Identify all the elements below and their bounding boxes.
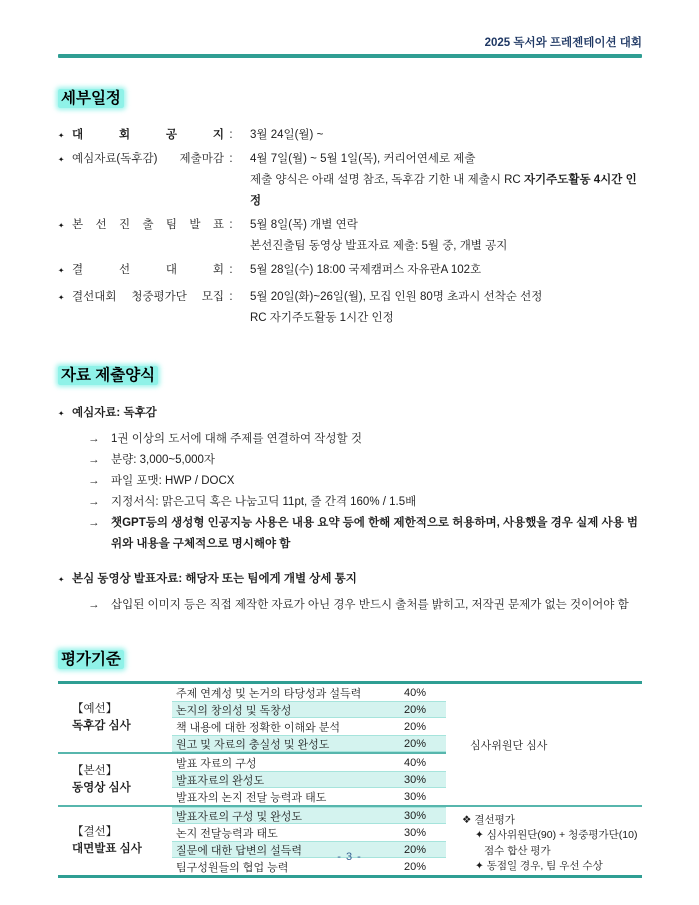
header-divider-rule [58,54,642,58]
arrow-right-icon: → [88,454,100,466]
table-row: 논지 전달능력과 태도 30% [176,826,427,840]
diamond-bullet-icon: ✦ [58,221,65,230]
final-note-title: ❖ 결선평가 [462,814,515,826]
top-header [58,0,642,58]
arrow-right-icon: → [88,599,100,611]
table-row: 팀구성원들의 협업 능력 20% [176,860,427,874]
group-type: 동영상 심사 [72,781,131,794]
diamond-bullet-icon: ✦ [58,131,65,140]
diamond-bullet-icon: ✦ [58,409,65,418]
rule-item: → 분량: 3,000~5,000자 [58,450,642,471]
group-stage: 【본선】 [72,764,118,777]
evaluation-table-notes [446,684,642,875]
table-row: 발표자료의 구성 및 완성도 30% [172,807,446,824]
rule-item: → 삽입된 이미지 등은 직접 제작한 자료가 아닌 경우 반드시 출처를 밝히고, 저작권 문제가 없는 것이어야 함 [58,595,642,616]
arrow-right-icon: → [88,496,100,508]
evaluation-table-left [58,684,446,875]
rule-item: → 지정서식: 맑은고딕 혹은 나눔고딕 11pt, 줄 간격 160% / 1.5배 [58,492,642,513]
document-header-title: 2025 독서와 프레젠테이션 대회 [484,37,642,49]
section-heading-schedule: 세부일정 [58,89,642,109]
schedule-value: 4월 7일(월) ~ 5월 1일(목), 커리어연세로 제출 제출 양식은 아래 설명 참조, 독후감 기한 내 제출시 RC 자기주도활동 4시간 인정 [250,153,637,207]
schedule-item: ✦ 대 회 공 지 : 3월 24일(월) ~ [58,125,642,146]
schedule-label: 결 선 대 회 [72,264,224,276]
rule-item: → 파일 포맷: HWP / DOCX [58,471,642,492]
diamond-bullet-icon: ✦ [58,155,65,164]
arrow-right-icon: → [88,433,100,445]
table-row: 발표자료의 완성도 30% [172,771,446,788]
table-group-semifinal [58,754,446,807]
schedule-item: ✦ 결 선 대 회 : 5월 28일(수) 18:00 국제캠퍼스 자유관A 102호 [58,260,642,281]
diamond-bullet-icon: ✦ [58,266,65,275]
table-row: 발표 자료의 구성 40% [176,756,427,770]
final-evaluation-note: ❖ 결선평가 ✦ 심사위원단(90) + 청중평가단(10) 점수 합산 평가 ✦ 동점일 경우, 팀 우선 수상 [446,807,642,875]
schedule-value: 5월 8일(목) 개별 연락 본선진출팀 동영상 발표자료 제출: 5월 중, 개별 공지 [250,219,508,252]
evaluation-table [58,681,642,878]
schedule-list [58,125,642,329]
submission-rules-list [58,595,642,616]
schedule-item: ✦ 본 선 진 출 팀 발 표 : 5월 8일(목) 개별 연락 본선진출팀 동영상 발표자료 제출: 5월 중, 개별 공지 [58,215,642,257]
schedule-item: ✦ 결선대회 청중평가단 모집 : 5월 20일(화)~26일(월), 모집 인원 80명 초과시 선착순 선정 RC 자기주도활동 1시간 인정 [58,287,642,329]
page-number: - 3 - [337,851,362,863]
group-type: 대면발표 심사 [72,843,142,855]
schedule-label: 본 선 진 출 팀 발 표 [72,219,224,231]
table-group-preliminary [58,684,446,754]
arrow-right-icon: → [88,475,100,487]
arrow-right-icon: → [88,517,100,529]
table-row: 질문에 대한 답변의 설득력 20% [172,841,446,858]
rule-item: → 챗GPT등의 생성형 인공지능 사용은 내용 요약 등에 한해 제한적으로 허용하며, 사용했을 경우 실제 사용 범위와 내용을 구체적으로 명시해야 함 [58,513,642,555]
section-heading-evaluation: 평가기준 [58,650,642,670]
table-row: 발표자의 논지 전달 능력과 태도 30% [176,790,427,804]
submission-section [58,366,642,616]
submission-rules-list [58,429,642,555]
rule-item: → 1권 이상의 도서에 대해 주제를 연결하여 작성할 것 [58,429,642,450]
diamond-bullet-icon: ✦ [58,293,65,302]
submission-group-title: ✦ 예심자료: 독후감 [58,403,642,424]
table-row: 논지의 창의성 및 독창성 20% [172,701,446,718]
group-stage: 【결선】 [72,826,118,838]
schedule-value: 5월 20일(화)~26일(월), 모집 인원 80명 초과시 선착순 선정 RC 자기주도활동 1시간 인정 [250,291,543,324]
judge-note: 심사위원단 심사 [446,684,642,807]
schedule-label: 대 회 공 지 [72,129,224,141]
section-heading-submission: 자료 제출양식 [58,366,642,386]
table-row: 책 내용에 대한 정확한 이해와 분석 20% [176,720,427,734]
evaluation-section [58,650,642,878]
group-stage: 【예선】 [72,703,118,715]
diamond-bullet-icon: ✦ [58,575,65,584]
schedule-value: 3월 24일(월) ~ [250,129,324,141]
schedule-item: ✦ 예심자료(독후감) 제출마감 : 4월 7일(월) ~ 5월 1일(목), 커리어연세로 제출 제출 양식은 아래 설명 참조, 독후감 기한 내 제출시 RC 자기주도활동 4시간 인정 [58,149,642,212]
table-row: 주제 연계성 및 논거의 타당성과 설득력 40% [176,686,427,700]
schedule-label: 결선대회 청중평가단 모집 [72,291,224,303]
table-group-final [58,807,446,875]
schedule-label: 예심자료(독후감) 제출마감 [72,153,224,165]
group-type: 독후감 심사 [72,720,131,732]
table-row: 원고 및 자료의 충실성 및 완성도 20% [172,735,446,752]
submission-group-title: ✦ 본심 동영상 발표자료: 해당자 또는 팀에게 개별 상세 통지 [58,569,642,590]
schedule-value: 5월 28일(수) 18:00 국제캠퍼스 자유관A 102호 [250,264,482,276]
